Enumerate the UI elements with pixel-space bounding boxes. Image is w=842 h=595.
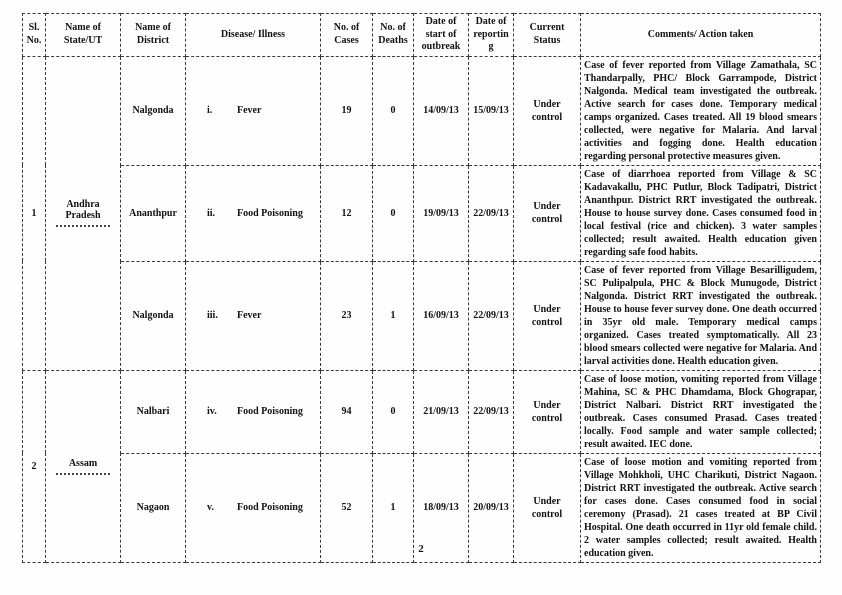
sl-no-cell: 2 (23, 370, 46, 562)
disease-name: Food Poisoning (237, 207, 303, 219)
state-name: Assam (68, 457, 98, 469)
header-state: Name of State/UT (46, 14, 121, 57)
disease-numeral: iv. (207, 406, 217, 417)
disease-numeral: iii. (207, 310, 218, 321)
disease-numeral: v. (207, 502, 214, 513)
disease-name: Food Poisoning (237, 406, 303, 417)
status-text: Under control (531, 399, 563, 424)
deaths-cell: 0 (373, 56, 414, 165)
district-cell: Nalgonda (121, 56, 186, 165)
state-name-cell (46, 370, 121, 562)
disease-name: Food Poisoning (237, 502, 303, 513)
status-text: Under control (531, 201, 563, 225)
disease-cell (186, 165, 321, 261)
status-cell (514, 261, 581, 370)
reporting-date-cell: 20/09/13 (469, 453, 514, 562)
reporting-date-cell: 15/09/13 (469, 56, 514, 165)
page-number: 2 (418, 543, 424, 555)
cases-cell: 52 (321, 453, 373, 562)
disease-cell (186, 261, 321, 370)
cases-cell: 19 (321, 56, 373, 165)
outbreak-report-table (22, 13, 821, 563)
deaths-cell: 1 (373, 261, 414, 370)
comment-cell: Case of loose motion, vomiting reported from Village Mahina, SC & PHC Dhamdama, Block Ghograpar, District Nalbari. District RRT investigated the outbreak. Cases consumed Prasad. Cases treated locally. Food sample and water sample collected; result awaited. IEC done. (581, 370, 821, 453)
comment-cell: Case of fever reported from Village Zamathala, SC Thandarpally, PHC/ Block Garrampode, District Nalgonda. Medical team investigated the outbreak. Active search for cases done. Temporary medical camps organized. Cases treated. All 19 blood smears collected, were negative for Malaria. And larval activities and fogging done. Health education regarding personal protective measures given. (581, 56, 821, 165)
disease-numeral: ii. (207, 207, 216, 219)
start-date-cell: 14/09/13 (414, 56, 469, 165)
comment-cell: Case of loose motion and vomiting reported from Village Mohkholi, UHC Charikuti, District Nagaon. District RRT investigated the outbreak. Active search for cases done. Cases consumed food in social ceremony (Prasad). 21 cases treated at BP Civil Hospital. One death occurred in 11yr old female child. 2 water samples collected; result awaited. Health education given. (581, 453, 821, 562)
header-start-date: Date of start of outbreak (414, 14, 469, 57)
state-name: Andhra Pradesh (65, 199, 101, 221)
status-cell (514, 165, 581, 261)
header-row (23, 14, 821, 57)
start-date-cell: 19/09/13 (414, 165, 469, 261)
status-text: Under control (531, 98, 563, 123)
table-row (23, 56, 821, 165)
comment-cell: Case of fever reported from Village Besarilligudem, SC Pulipalpula, PHC & Block Munugode, District Nalgonda. District RRT investigated the outbreak. House to house fever survey done. One death occurred in 35yr old male. Temporary medical camps organized. Cases treated symptomatically. All 23 blood smears collected were negative for Malaria. And larval activities done. Health education given. (581, 261, 821, 370)
district-cell: Ananthpur (121, 165, 186, 261)
disease-name: Fever (237, 310, 262, 321)
reporting-date-cell: 22/09/13 (469, 165, 514, 261)
sl-no-cell: 1 (23, 56, 46, 370)
header-comments: Comments/ Action taken (581, 14, 821, 57)
disease-cell (186, 370, 321, 453)
start-date-cell: 21/09/13 (414, 370, 469, 453)
status-text: Under control (531, 303, 563, 328)
status-cell (514, 56, 581, 165)
header-sl-no: Sl. No. (23, 14, 46, 57)
district-cell: Nalbari (121, 370, 186, 453)
state-name-cell (46, 56, 121, 370)
status-text: Under control (531, 495, 563, 520)
reporting-date-cell: 22/09/13 (469, 370, 514, 453)
district-cell: Nalgonda (121, 261, 186, 370)
status-cell (514, 370, 581, 453)
header-reporting-date: Date of reporting (469, 14, 514, 57)
comment-cell: Case of diarrhoea reported from Village & SC Kadavakallu, PHC Putlur, Block Tadipatri, District Ananthpur. District RRT investigated the outbreak. House to house survey done. Cases consumed food in local festival (rice and chicken). 3 water samples collected; result awaited. Health education given regarding safe food habits. (581, 165, 821, 261)
header-disease: Disease/ Illness (186, 14, 321, 57)
disease-numeral: i. (207, 105, 213, 116)
reporting-date-cell: 22/09/13 (469, 261, 514, 370)
table-row (23, 165, 821, 261)
cases-cell: 23 (321, 261, 373, 370)
deaths-cell: 0 (373, 370, 414, 453)
outbreak-table-body (23, 56, 821, 562)
start-date-cell: 18/09/13 (414, 453, 469, 562)
deaths-cell: 0 (373, 165, 414, 261)
state-underline (56, 473, 109, 475)
disease-name: Fever (237, 105, 262, 116)
header-district: Name of District (121, 14, 186, 57)
district-cell: Nagaon (121, 453, 186, 562)
state-underline (56, 225, 109, 227)
header-status: Current Status (514, 14, 581, 57)
cases-cell: 12 (321, 165, 373, 261)
cases-cell: 94 (321, 370, 373, 453)
table-row (23, 261, 821, 370)
table-row (23, 370, 821, 453)
header-cases: No. of Cases (321, 14, 373, 57)
deaths-cell: 1 (373, 453, 414, 562)
header-deaths: No. of Deaths (373, 14, 414, 57)
start-date-cell: 16/09/13 (414, 261, 469, 370)
disease-cell (186, 56, 321, 165)
